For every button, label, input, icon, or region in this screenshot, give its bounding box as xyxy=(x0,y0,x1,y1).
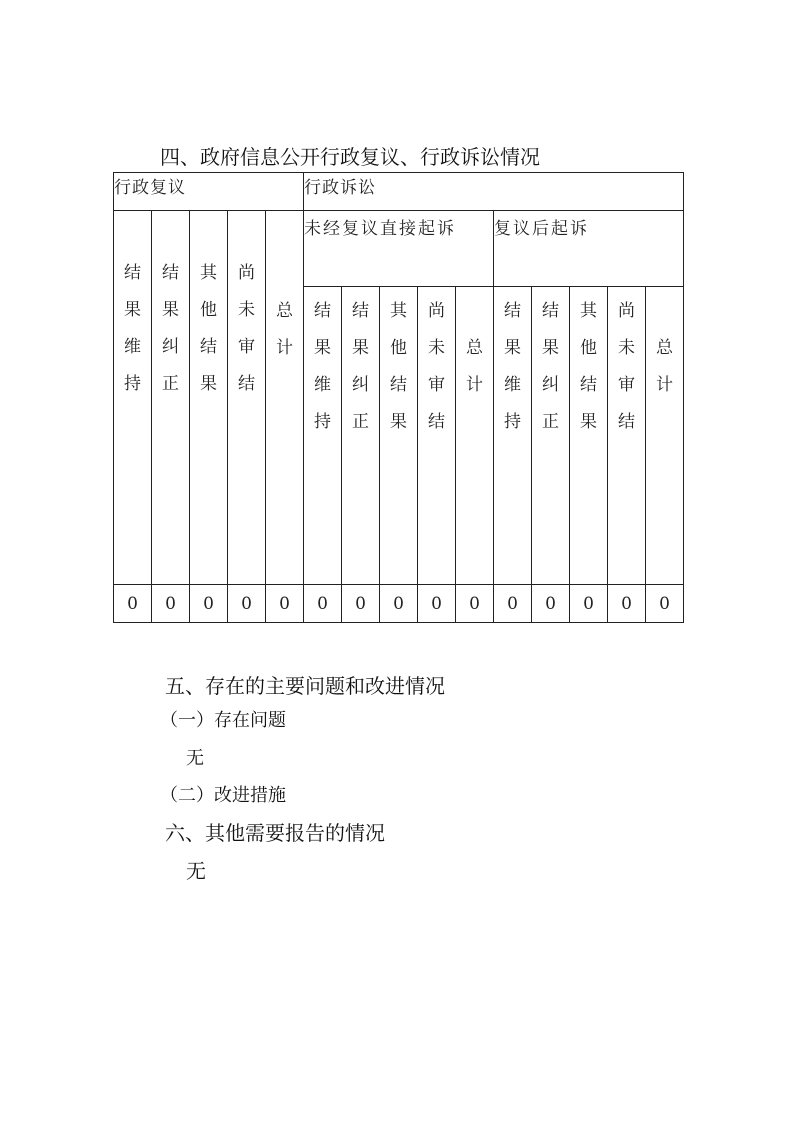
section5-sub2-title: （二）改进措施 xyxy=(160,785,286,806)
value-cell: 0 xyxy=(114,585,152,623)
after-col-1: 结果纠正 xyxy=(532,287,570,585)
section6-title: 六、其他需要报告的情况 xyxy=(165,821,385,845)
value-cell: 0 xyxy=(608,585,646,623)
value-cell: 0 xyxy=(190,585,228,623)
review-col-1: 结果纠正 xyxy=(152,211,190,585)
value-cell: 0 xyxy=(456,585,494,623)
value-cell: 0 xyxy=(646,585,684,623)
direct-col-4: 总计 xyxy=(456,287,494,585)
direct-suit-header: 未经复议直接起诉 xyxy=(304,211,494,287)
section6-body: 无 xyxy=(186,859,206,883)
after-col-2: 其他结果 xyxy=(570,287,608,585)
review-col-3: 尚未审结 xyxy=(228,211,266,585)
section5-sub1-title: （一）存在问题 xyxy=(160,710,286,731)
after-col-4: 总计 xyxy=(646,287,684,585)
review-col-0: 结果维持 xyxy=(114,211,152,585)
value-cell: 0 xyxy=(304,585,342,623)
direct-col-1: 结果纠正 xyxy=(342,287,380,585)
direct-col-2: 其他结果 xyxy=(380,287,418,585)
value-cell: 0 xyxy=(152,585,190,623)
value-cell: 0 xyxy=(494,585,532,623)
review-col-4: 总计 xyxy=(266,211,304,585)
review-litigation-table xyxy=(113,172,684,623)
review-col-2: 其他结果 xyxy=(190,211,228,585)
section4-title: 四、政府信息公开行政复议、行政诉讼情况 xyxy=(160,145,540,169)
value-cell: 0 xyxy=(266,585,304,623)
section5-sub1-body: 无 xyxy=(186,748,204,769)
value-cell: 0 xyxy=(532,585,570,623)
section5-title: 五、存在的主要问题和改进情况 xyxy=(165,674,445,698)
after-review-header: 复议后起诉 xyxy=(494,211,684,287)
after-col-0: 结果维持 xyxy=(494,287,532,585)
value-cell: 0 xyxy=(380,585,418,623)
direct-col-3: 尚未审结 xyxy=(418,287,456,585)
value-cell: 0 xyxy=(570,585,608,623)
review-header: 行政复议 xyxy=(114,173,304,211)
litigation-header: 行政诉讼 xyxy=(304,173,684,211)
value-cell: 0 xyxy=(228,585,266,623)
value-cell: 0 xyxy=(342,585,380,623)
value-cell: 0 xyxy=(418,585,456,623)
direct-col-0: 结果维持 xyxy=(304,287,342,585)
after-col-3: 尚未审结 xyxy=(608,287,646,585)
